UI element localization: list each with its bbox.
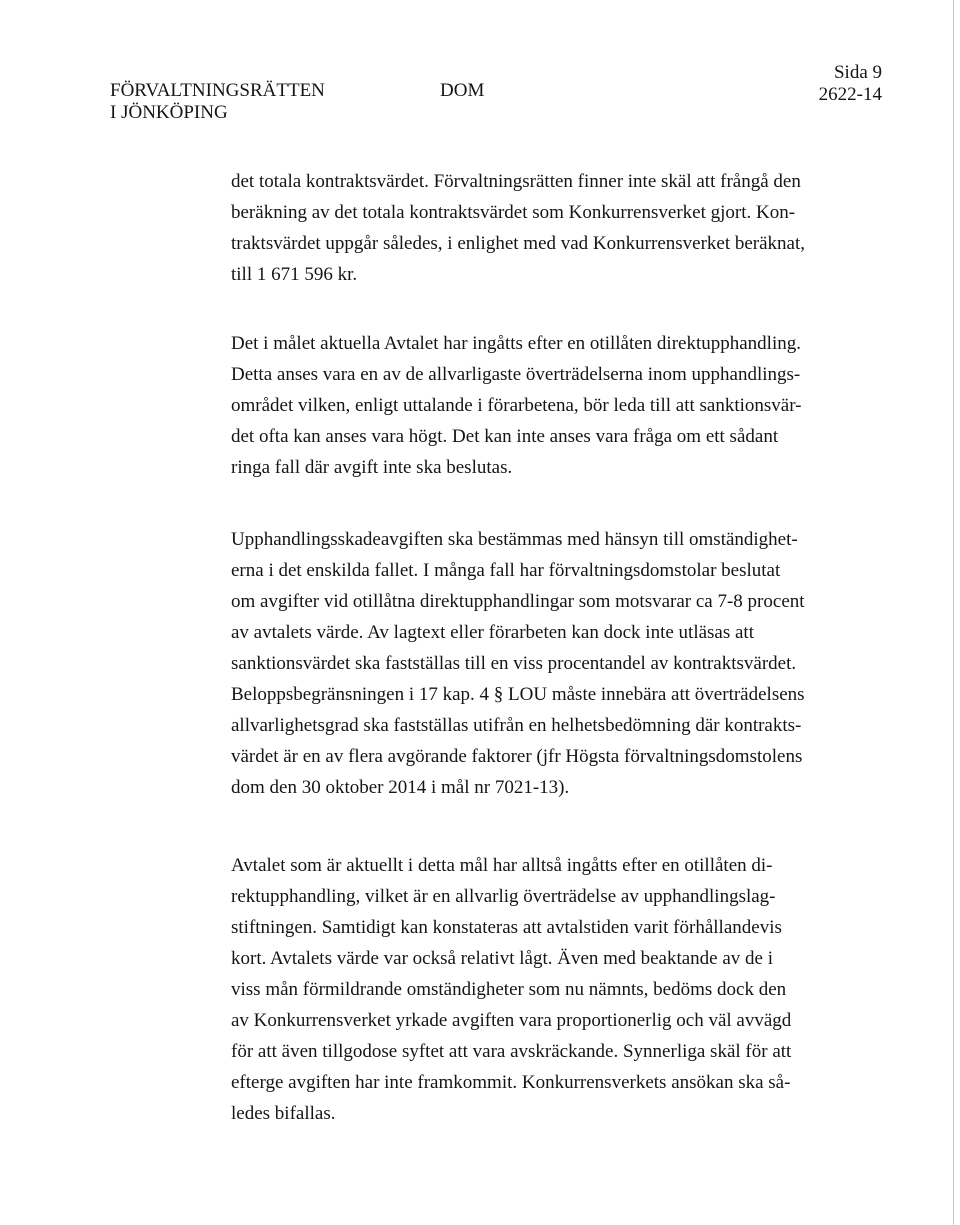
text-line: Detta anses vara en av de allvarligaste överträdelserna inom upphandlings- <box>231 364 801 385</box>
text-line: Beloppsbegränsningen i 17 kap. 4 § LOU måste innebära att överträdelsens <box>231 684 805 705</box>
court-name-line-2: I JÖNKÖPING <box>110 102 228 123</box>
text-line: det totala kontraktsvärdet. Förvaltningsrätten finner inte skäl att frångå den <box>231 171 801 192</box>
text-line: om avgifter vid otillåtna direktupphandlingar som motsvarar ca 7-8 procent <box>231 591 805 612</box>
page-info <box>819 62 882 106</box>
text-line: sanktionsvärdet ska fastställas till en viss procentandel av kontraktsvärdet. <box>231 653 797 674</box>
text-line: för att även tillgodose syftet att vara avskräckande. Synnerliga skäl för att <box>231 1041 792 1062</box>
text-line: Det i målet aktuella Avtalet har ingåtts efter en otillåten direktupphandling. <box>231 333 801 354</box>
text-line: viss mån förmildrande omständigheter som nu nämnts, bedöms dock den <box>231 979 787 1000</box>
paragraph-4 <box>231 850 811 1129</box>
paragraph-2 <box>231 328 811 483</box>
text-line: området vilken, enligt uttalande i förarbetena, bör leda till att sanktionsvär- <box>231 395 802 416</box>
text-line: traktsvärdet uppgår således, i enlighet med vad Konkurrensverket beräknat, <box>231 233 806 254</box>
text-line: det ofta kan anses vara högt. Det kan inte anses vara fråga om ett sådant <box>231 426 779 447</box>
text-line: beräkning av det totala kontraktsvärdet som Konkurrensverket gjort. Kon- <box>231 202 796 223</box>
text-line: av avtalets värde. Av lagtext eller förarbeten kan dock inte utläsas att <box>231 622 754 643</box>
paragraph-3 <box>231 524 811 803</box>
court-name-line-1: FÖRVALTNINGSRÄTTEN <box>110 80 325 101</box>
text-line: ledes bifallas. <box>231 1103 336 1124</box>
text-line: dom den 30 oktober 2014 i mål nr 7021-13). <box>231 777 570 798</box>
text-line: stiftningen. Samtidigt kan konstateras att avtalstiden varit förhållandevis <box>231 917 782 938</box>
case-number: 2622-14 <box>818 84 882 105</box>
text-line: allvarlighetsgrad ska fastställas utifrån en helhetsbedömning där kontrakts- <box>231 715 802 736</box>
text-line: Upphandlingsskadeavgiften ska bestämmas med hänsyn till omständighet- <box>231 529 798 550</box>
text-line: erna i det enskilda fallet. I många fall har förvaltningsdomstolar beslutat <box>231 560 781 581</box>
text-line: av Konkurrensverket yrkade avgiften vara proportionerlig och väl avvägd <box>231 1010 792 1031</box>
text-line: ringa fall där avgift inte ska beslutas. <box>231 457 513 478</box>
document-type: DOM <box>440 80 485 101</box>
court-name <box>110 80 325 124</box>
page-edge <box>953 0 954 1225</box>
page-number: Sida 9 <box>833 62 882 83</box>
text-line: kort. Avtalets värde var också relativt lågt. Även med beaktande av de i <box>231 948 774 969</box>
text-line: värdet är en av flera avgörande faktorer (jfr Högsta förvaltningsdomstolens <box>231 746 803 767</box>
text-line: rektupphandling, vilket är en allvarlig överträdelse av upphandlingslag- <box>231 886 776 907</box>
paragraph-1 <box>231 166 811 290</box>
text-line: efterge avgiften har inte framkommit. Konkurrensverkets ansökan ska så- <box>231 1072 791 1093</box>
text-line: till 1 671 596 kr. <box>231 264 358 285</box>
text-line: Avtalet som är aktuellt i detta mål har alltså ingåtts efter en otillåten di- <box>231 855 773 876</box>
